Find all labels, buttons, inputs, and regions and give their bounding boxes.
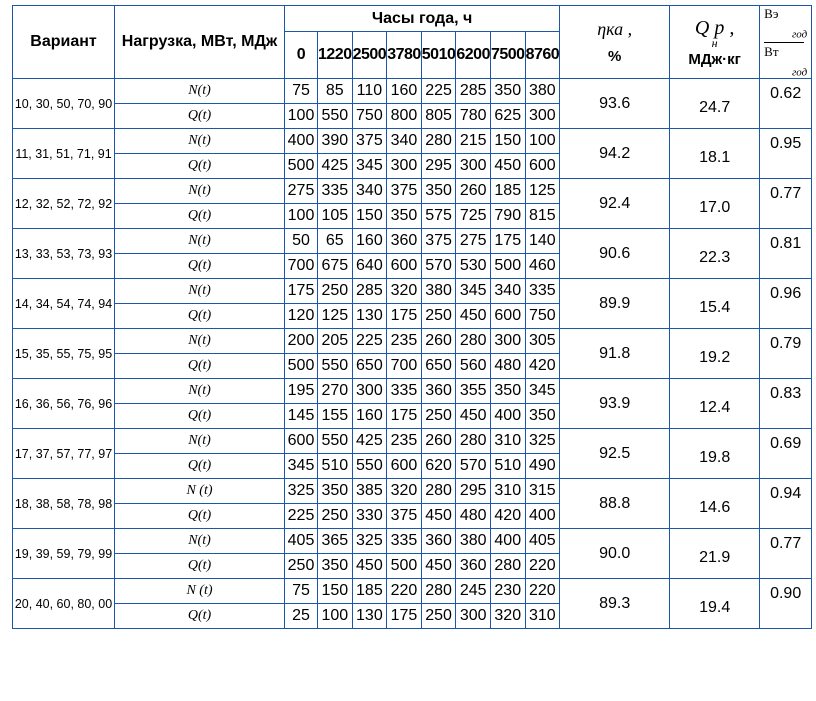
n-value: 250 bbox=[318, 279, 353, 304]
q-value: 560 bbox=[456, 354, 491, 379]
n-value: 320 bbox=[387, 279, 422, 304]
q-value: 300 bbox=[525, 104, 560, 129]
q-value: 460 bbox=[525, 254, 560, 279]
q-value: 450 bbox=[421, 504, 456, 529]
eta-value: 89.3 bbox=[560, 579, 670, 629]
q-sub: н bbox=[711, 35, 718, 50]
ratio-denominator-sub: год bbox=[791, 66, 808, 79]
q-value: 280 bbox=[490, 554, 525, 579]
q-value: 550 bbox=[318, 354, 353, 379]
load-n-label: N(t) bbox=[115, 279, 285, 304]
q-value: 450 bbox=[352, 554, 387, 579]
n-value: 270 bbox=[318, 379, 353, 404]
n-value: 325 bbox=[352, 529, 387, 554]
load-q-label: Q(t) bbox=[115, 454, 285, 479]
n-value: 205 bbox=[318, 329, 353, 354]
load-n-label: N(t) bbox=[115, 429, 285, 454]
variant-cell: 18, 38, 58, 78, 98 bbox=[13, 479, 115, 529]
n-value: 185 bbox=[490, 179, 525, 204]
table-row bbox=[13, 329, 812, 354]
eta-value: 93.6 bbox=[560, 79, 670, 129]
n-value: 225 bbox=[352, 329, 387, 354]
heat-value: 22.3 bbox=[670, 229, 760, 279]
q-value: 300 bbox=[387, 154, 422, 179]
q-value: 320 bbox=[490, 604, 525, 629]
n-value: 335 bbox=[387, 379, 422, 404]
q-value: 790 bbox=[490, 204, 525, 229]
load-q-label: Q(t) bbox=[115, 154, 285, 179]
n-value: 375 bbox=[421, 229, 456, 254]
q-value: 480 bbox=[456, 504, 491, 529]
n-value: 355 bbox=[456, 379, 491, 404]
load-q-label: Q(t) bbox=[115, 604, 285, 629]
q-value: 575 bbox=[421, 204, 456, 229]
q-value: 510 bbox=[318, 454, 353, 479]
q-value: 345 bbox=[352, 154, 387, 179]
n-value: 335 bbox=[525, 279, 560, 304]
q-value: 500 bbox=[285, 154, 318, 179]
n-value: 400 bbox=[285, 129, 318, 154]
variants-table bbox=[12, 5, 812, 629]
n-value: 275 bbox=[456, 229, 491, 254]
hour-tick: 5010 bbox=[421, 32, 456, 79]
q-value: 130 bbox=[352, 304, 387, 329]
load-n-label: N(t) bbox=[115, 179, 285, 204]
n-value: 375 bbox=[387, 179, 422, 204]
n-value: 305 bbox=[525, 329, 560, 354]
ratio-value: 0.69 bbox=[760, 429, 812, 479]
q-value: 805 bbox=[421, 104, 456, 129]
n-value: 125 bbox=[525, 179, 560, 204]
q-value: 105 bbox=[318, 204, 353, 229]
table-row bbox=[13, 179, 812, 204]
q-value: 750 bbox=[525, 304, 560, 329]
n-value: 235 bbox=[387, 429, 422, 454]
heat-value: 24.7 bbox=[670, 79, 760, 129]
q-value: 700 bbox=[387, 354, 422, 379]
q-value: 100 bbox=[285, 204, 318, 229]
q-value: 225 bbox=[285, 504, 318, 529]
eta-value: 90.0 bbox=[560, 529, 670, 579]
n-value: 150 bbox=[318, 579, 353, 604]
ratio-value: 0.83 bbox=[760, 379, 812, 429]
load-q-label: Q(t) bbox=[115, 504, 285, 529]
n-value: 175 bbox=[285, 279, 318, 304]
eta-value: 88.8 bbox=[560, 479, 670, 529]
q-value: 675 bbox=[318, 254, 353, 279]
table-row bbox=[13, 279, 812, 304]
header-efficiency bbox=[560, 6, 670, 79]
hour-tick: 0 bbox=[285, 32, 318, 79]
n-value: 340 bbox=[352, 179, 387, 204]
n-value: 345 bbox=[456, 279, 491, 304]
q-value: 500 bbox=[387, 554, 422, 579]
variant-cell: 19, 39, 59, 79, 99 bbox=[13, 529, 115, 579]
n-value: 365 bbox=[318, 529, 353, 554]
n-value: 550 bbox=[318, 429, 353, 454]
ratio-value: 0.79 bbox=[760, 329, 812, 379]
n-value: 185 bbox=[352, 579, 387, 604]
q-value: 400 bbox=[490, 404, 525, 429]
q-value: 250 bbox=[285, 554, 318, 579]
header-ratio bbox=[760, 6, 812, 79]
q-value: 160 bbox=[352, 404, 387, 429]
n-value: 350 bbox=[421, 179, 456, 204]
n-value: 285 bbox=[456, 79, 491, 104]
n-value: 65 bbox=[318, 229, 353, 254]
ratio-numerator: Вэ bbox=[764, 6, 779, 21]
q-value: 725 bbox=[456, 204, 491, 229]
q-value: 450 bbox=[421, 554, 456, 579]
n-value: 280 bbox=[456, 329, 491, 354]
table-row bbox=[13, 379, 812, 404]
n-value: 215 bbox=[456, 129, 491, 154]
n-value: 195 bbox=[285, 379, 318, 404]
q-value: 250 bbox=[318, 504, 353, 529]
ratio-value: 0.95 bbox=[760, 129, 812, 179]
heat-value: 14.6 bbox=[670, 479, 760, 529]
ratio-divider bbox=[764, 42, 804, 43]
q-value: 300 bbox=[456, 154, 491, 179]
q-value: 220 bbox=[525, 554, 560, 579]
n-value: 350 bbox=[490, 79, 525, 104]
variant-cell: 10, 30, 50, 70, 90 bbox=[13, 79, 115, 129]
n-value: 75 bbox=[285, 79, 318, 104]
n-value: 230 bbox=[490, 579, 525, 604]
table-row bbox=[13, 129, 812, 154]
load-n-label: N(t) bbox=[115, 229, 285, 254]
q-value: 425 bbox=[318, 154, 353, 179]
n-value: 335 bbox=[318, 179, 353, 204]
q-value: 550 bbox=[318, 104, 353, 129]
header-heat-value bbox=[670, 6, 760, 79]
load-q-label: Q(t) bbox=[115, 304, 285, 329]
n-value: 380 bbox=[525, 79, 560, 104]
variant-cell: 12, 32, 52, 72, 92 bbox=[13, 179, 115, 229]
q-value: 570 bbox=[421, 254, 456, 279]
n-value: 360 bbox=[387, 229, 422, 254]
ratio-value: 0.62 bbox=[760, 79, 812, 129]
q-value: 350 bbox=[387, 204, 422, 229]
load-n-label: N (t) bbox=[115, 479, 285, 504]
variant-cell: 17, 37, 57, 77, 97 bbox=[13, 429, 115, 479]
n-value: 300 bbox=[490, 329, 525, 354]
load-n-label: N(t) bbox=[115, 79, 285, 104]
q-value: 175 bbox=[387, 404, 422, 429]
hour-tick: 6200 bbox=[456, 32, 491, 79]
q-value: 250 bbox=[421, 304, 456, 329]
n-value: 405 bbox=[285, 529, 318, 554]
n-value: 310 bbox=[490, 429, 525, 454]
q-value: 420 bbox=[525, 354, 560, 379]
n-value: 280 bbox=[421, 479, 456, 504]
q-value: 310 bbox=[525, 604, 560, 629]
n-value: 50 bbox=[285, 229, 318, 254]
q-value: 570 bbox=[456, 454, 491, 479]
n-value: 110 bbox=[352, 79, 387, 104]
ratio-value: 0.77 bbox=[760, 179, 812, 229]
variant-cell: 14, 34, 54, 74, 94 bbox=[13, 279, 115, 329]
n-value: 275 bbox=[285, 179, 318, 204]
n-value: 280 bbox=[421, 129, 456, 154]
ratio-value: 0.96 bbox=[760, 279, 812, 329]
q-value: 350 bbox=[525, 404, 560, 429]
q-value: 120 bbox=[285, 304, 318, 329]
q-value: 420 bbox=[490, 504, 525, 529]
q-value: 100 bbox=[318, 604, 353, 629]
q-value: 815 bbox=[525, 204, 560, 229]
q-value: 480 bbox=[490, 354, 525, 379]
q-value: 155 bbox=[318, 404, 353, 429]
q-value: 800 bbox=[387, 104, 422, 129]
heat-value: 19.2 bbox=[670, 329, 760, 379]
n-value: 260 bbox=[456, 179, 491, 204]
load-n-label: N(t) bbox=[115, 129, 285, 154]
q-value: 750 bbox=[352, 104, 387, 129]
ratio-value: 0.90 bbox=[760, 579, 812, 629]
n-value: 600 bbox=[285, 429, 318, 454]
n-value: 345 bbox=[525, 379, 560, 404]
q-value: 150 bbox=[352, 204, 387, 229]
n-value: 340 bbox=[490, 279, 525, 304]
eta-value: 92.5 bbox=[560, 429, 670, 479]
q-value: 345 bbox=[285, 454, 318, 479]
q-value: 500 bbox=[285, 354, 318, 379]
n-value: 285 bbox=[352, 279, 387, 304]
q-value: 600 bbox=[490, 304, 525, 329]
n-value: 75 bbox=[285, 579, 318, 604]
variant-cell: 11, 31, 51, 71, 91 bbox=[13, 129, 115, 179]
n-value: 380 bbox=[421, 279, 456, 304]
n-value: 300 bbox=[352, 379, 387, 404]
variant-cell: 13, 33, 53, 73, 93 bbox=[13, 229, 115, 279]
n-value: 340 bbox=[387, 129, 422, 154]
n-value: 335 bbox=[387, 529, 422, 554]
n-value: 310 bbox=[490, 479, 525, 504]
n-value: 100 bbox=[525, 129, 560, 154]
n-value: 360 bbox=[421, 529, 456, 554]
eta-value: 94.2 bbox=[560, 129, 670, 179]
n-value: 360 bbox=[421, 379, 456, 404]
n-value: 150 bbox=[490, 129, 525, 154]
variant-cell: 20, 40, 60, 80, 00 bbox=[13, 579, 115, 629]
q-value: 250 bbox=[421, 404, 456, 429]
n-value: 260 bbox=[421, 429, 456, 454]
n-value: 175 bbox=[490, 229, 525, 254]
heat-value: 21.9 bbox=[670, 529, 760, 579]
q-value: 620 bbox=[421, 454, 456, 479]
q-value: 360 bbox=[456, 554, 491, 579]
n-value: 280 bbox=[421, 579, 456, 604]
n-value: 85 bbox=[318, 79, 353, 104]
load-q-label: Q(t) bbox=[115, 354, 285, 379]
n-value: 260 bbox=[421, 329, 456, 354]
n-value: 315 bbox=[525, 479, 560, 504]
n-value: 160 bbox=[352, 229, 387, 254]
table-row bbox=[13, 229, 812, 254]
ratio-denominator: Вт bbox=[764, 43, 779, 59]
n-value: 280 bbox=[456, 429, 491, 454]
eta-value: 91.8 bbox=[560, 329, 670, 379]
load-n-label: N(t) bbox=[115, 329, 285, 354]
header-hours: Часы года, ч bbox=[285, 6, 560, 32]
n-value: 375 bbox=[352, 129, 387, 154]
n-value: 220 bbox=[525, 579, 560, 604]
table-row bbox=[13, 529, 812, 554]
hour-tick: 1220 bbox=[318, 32, 353, 79]
q-value: 330 bbox=[352, 504, 387, 529]
hour-tick: 3780 bbox=[387, 32, 422, 79]
q-value: 25 bbox=[285, 604, 318, 629]
q-value: 125 bbox=[318, 304, 353, 329]
n-value: 320 bbox=[387, 479, 422, 504]
q-value: 510 bbox=[490, 454, 525, 479]
q-value: 175 bbox=[387, 604, 422, 629]
n-value: 380 bbox=[456, 529, 491, 554]
load-n-label: N(t) bbox=[115, 379, 285, 404]
load-n-label: N (t) bbox=[115, 579, 285, 604]
q-value: 530 bbox=[456, 254, 491, 279]
variant-cell: 15, 35, 55, 75, 95 bbox=[13, 329, 115, 379]
hour-tick: 8760 bbox=[525, 32, 560, 79]
eta-symbol: ηка , bbox=[597, 19, 633, 40]
n-value: 405 bbox=[525, 529, 560, 554]
n-value: 295 bbox=[456, 479, 491, 504]
n-value: 400 bbox=[490, 529, 525, 554]
n-value: 325 bbox=[285, 479, 318, 504]
q-value: 490 bbox=[525, 454, 560, 479]
q-value: 450 bbox=[456, 304, 491, 329]
n-value: 220 bbox=[387, 579, 422, 604]
load-q-label: Q(t) bbox=[115, 404, 285, 429]
eta-value: 93.9 bbox=[560, 379, 670, 429]
q-value: 700 bbox=[285, 254, 318, 279]
n-value: 350 bbox=[490, 379, 525, 404]
heat-value: 19.8 bbox=[670, 429, 760, 479]
eta-value: 89.9 bbox=[560, 279, 670, 329]
eta-unit: % bbox=[607, 48, 622, 66]
table-row bbox=[13, 579, 812, 604]
q-value: 780 bbox=[456, 104, 491, 129]
n-value: 325 bbox=[525, 429, 560, 454]
q-value: 350 bbox=[318, 554, 353, 579]
load-q-label: Q(t) bbox=[115, 204, 285, 229]
q-value: 600 bbox=[387, 454, 422, 479]
n-value: 235 bbox=[387, 329, 422, 354]
q-value: 250 bbox=[421, 604, 456, 629]
q-value: 295 bbox=[421, 154, 456, 179]
q-value: 100 bbox=[285, 104, 318, 129]
n-value: 140 bbox=[525, 229, 560, 254]
table-row bbox=[13, 429, 812, 454]
table-row bbox=[13, 79, 812, 104]
n-value: 160 bbox=[387, 79, 422, 104]
q-unit: МДж·кг bbox=[688, 50, 741, 68]
q-value: 640 bbox=[352, 254, 387, 279]
n-value: 425 bbox=[352, 429, 387, 454]
eta-value: 90.6 bbox=[560, 229, 670, 279]
load-q-label: Q(t) bbox=[115, 254, 285, 279]
n-value: 225 bbox=[421, 79, 456, 104]
hour-tick: 2500 bbox=[352, 32, 387, 79]
header-load: Нагрузка, МВт, МДж bbox=[115, 6, 285, 79]
q-value: 145 bbox=[285, 404, 318, 429]
q-value: 375 bbox=[387, 504, 422, 529]
hour-tick: 7500 bbox=[490, 32, 525, 79]
load-q-label: Q(t) bbox=[115, 104, 285, 129]
ratio-value: 0.77 bbox=[760, 529, 812, 579]
q-value: 450 bbox=[490, 154, 525, 179]
ratio-value: 0.94 bbox=[760, 479, 812, 529]
heat-value: 15.4 bbox=[670, 279, 760, 329]
eta-value: 92.4 bbox=[560, 179, 670, 229]
header-variant: Вариант bbox=[13, 6, 115, 79]
q-value: 450 bbox=[456, 404, 491, 429]
n-value: 350 bbox=[318, 479, 353, 504]
q-value: 550 bbox=[352, 454, 387, 479]
ratio-numerator-sub: год bbox=[791, 28, 808, 41]
q-value: 625 bbox=[490, 104, 525, 129]
q-value: 650 bbox=[352, 354, 387, 379]
q-value: 500 bbox=[490, 254, 525, 279]
ratio-value: 0.81 bbox=[760, 229, 812, 279]
variant-cell: 16, 36, 56, 76, 96 bbox=[13, 379, 115, 429]
heat-value: 19.4 bbox=[670, 579, 760, 629]
q-value: 650 bbox=[421, 354, 456, 379]
n-value: 385 bbox=[352, 479, 387, 504]
n-value: 200 bbox=[285, 329, 318, 354]
heat-value: 12.4 bbox=[670, 379, 760, 429]
q-value: 130 bbox=[352, 604, 387, 629]
n-value: 390 bbox=[318, 129, 353, 154]
load-q-label: Q(t) bbox=[115, 554, 285, 579]
n-value: 245 bbox=[456, 579, 491, 604]
heat-value: 18.1 bbox=[670, 129, 760, 179]
q-value: 300 bbox=[456, 604, 491, 629]
q-symbol: Q р , bbox=[694, 16, 735, 39]
q-value: 175 bbox=[387, 304, 422, 329]
q-value: 600 bbox=[525, 154, 560, 179]
q-value: 400 bbox=[525, 504, 560, 529]
table-row bbox=[13, 479, 812, 504]
heat-value: 17.0 bbox=[670, 179, 760, 229]
q-value: 600 bbox=[387, 254, 422, 279]
load-n-label: N(t) bbox=[115, 529, 285, 554]
